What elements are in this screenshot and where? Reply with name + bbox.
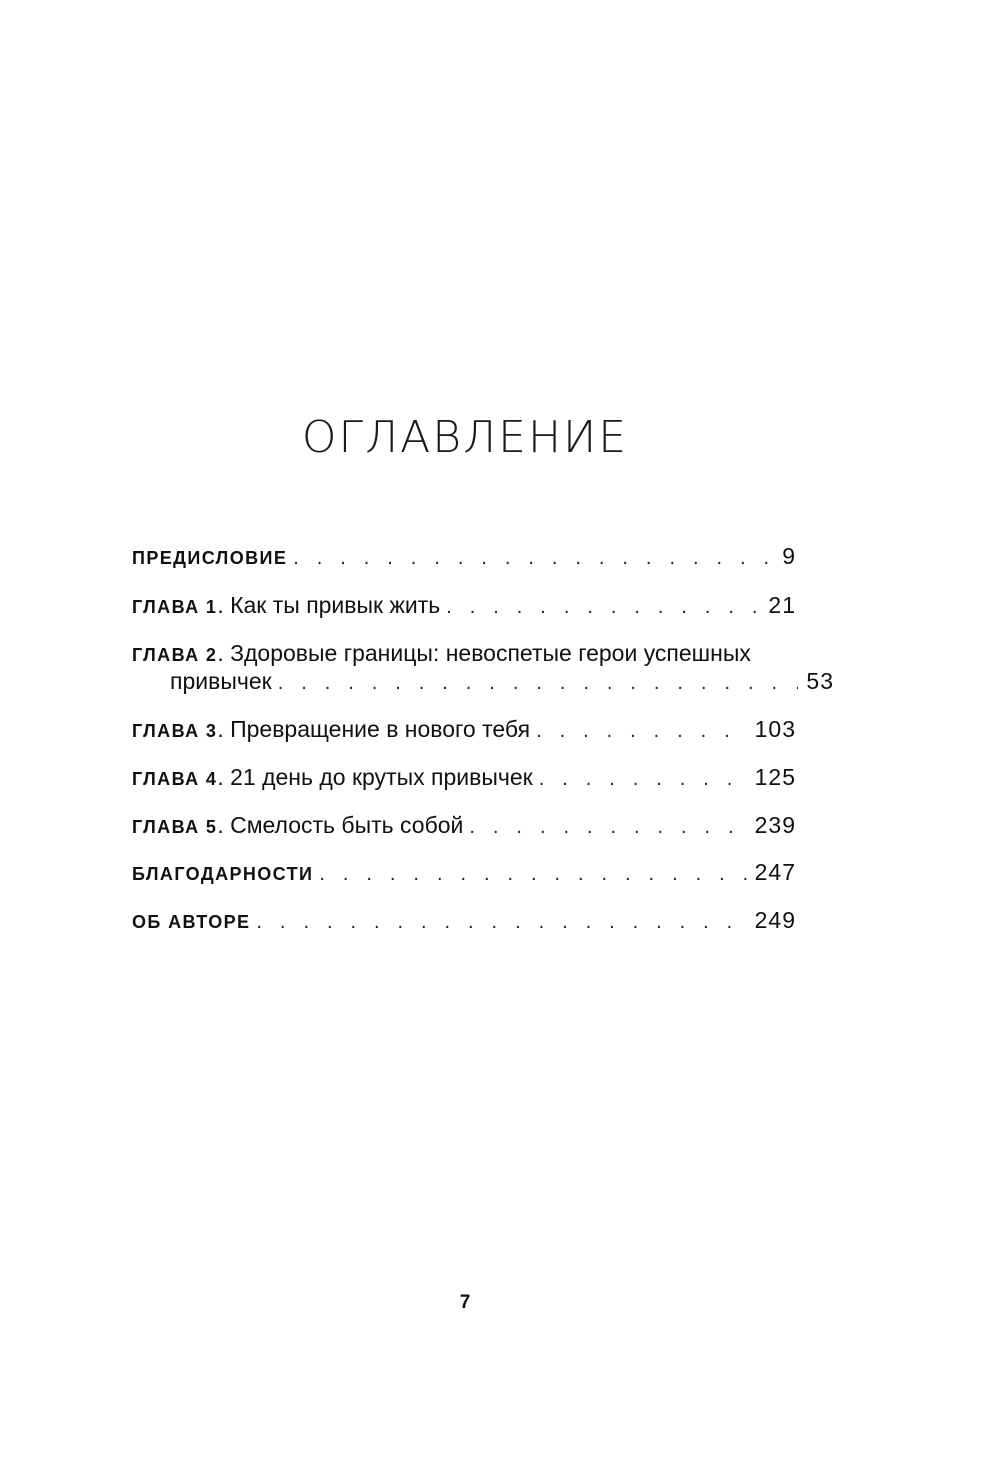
toc-leader-dots (446, 592, 760, 622)
toc-entry-chapter-3[interactable] (132, 714, 796, 744)
toc-entry-title: . 21 день до крутых привычек (217, 764, 533, 790)
page-number: 7 (459, 1292, 471, 1313)
toc-leader-dots (256, 907, 746, 937)
toc-page-number: 239 (754, 812, 796, 838)
toc-entry-chapter-4[interactable] (132, 762, 796, 792)
toc-entry-title: . Превращение в нового тебя (217, 716, 531, 742)
toc-entry-title-continuation: привычек (170, 668, 272, 694)
toc-entry-label: ГЛАВА 1 (132, 597, 218, 617)
toc-entry-title: . Здоровые границы: невоспетые герои успешных (217, 640, 751, 666)
toc-entry-label: ОБ АВТОРЕ (132, 912, 251, 932)
toc-entry-title: . Смелость быть собой (217, 812, 464, 838)
toc-leader-dots (278, 668, 799, 698)
toc-page-number: 103 (754, 716, 796, 742)
toc-entry-acknowledgements[interactable] (132, 857, 796, 887)
toc-entry-label: ГЛАВА 5 (132, 817, 218, 837)
toc-leader-dots (469, 812, 746, 842)
toc-entry-label: ГЛАВА 2 (132, 645, 218, 665)
toc-entry-label: ГЛАВА 3 (132, 721, 218, 741)
toc-entry-label: ГЛАВА 4 (132, 769, 218, 789)
toc-entry-chapter-2[interactable] (132, 638, 834, 696)
toc-entry-chapter-1[interactable] (132, 590, 796, 620)
toc-page-number: 53 (806, 668, 834, 694)
toc-page-number: 21 (768, 592, 796, 618)
toc-entry-chapter-5[interactable] (132, 810, 796, 840)
toc-entry-preface[interactable] (132, 541, 796, 571)
toc-page-number: 125 (754, 764, 796, 790)
toc-page-number: 249 (754, 907, 796, 933)
toc-leader-dots (293, 543, 774, 573)
page-title: ОГЛАВЛЕНИЕ (301, 412, 629, 463)
toc-page-number: 9 (782, 543, 796, 569)
toc-entry-about-author[interactable] (132, 905, 796, 935)
toc-entry-label: ПРЕДИСЛОВИЕ (132, 548, 288, 568)
toc-leader-dots (319, 859, 746, 889)
toc-page-number: 247 (754, 859, 796, 885)
toc-entry-title: . Как ты привык жить (217, 592, 441, 618)
toc-leader-dots (539, 764, 747, 794)
toc-entry-label: БЛАГОДАРНОСТИ (132, 864, 314, 884)
toc-leader-dots (536, 716, 747, 746)
